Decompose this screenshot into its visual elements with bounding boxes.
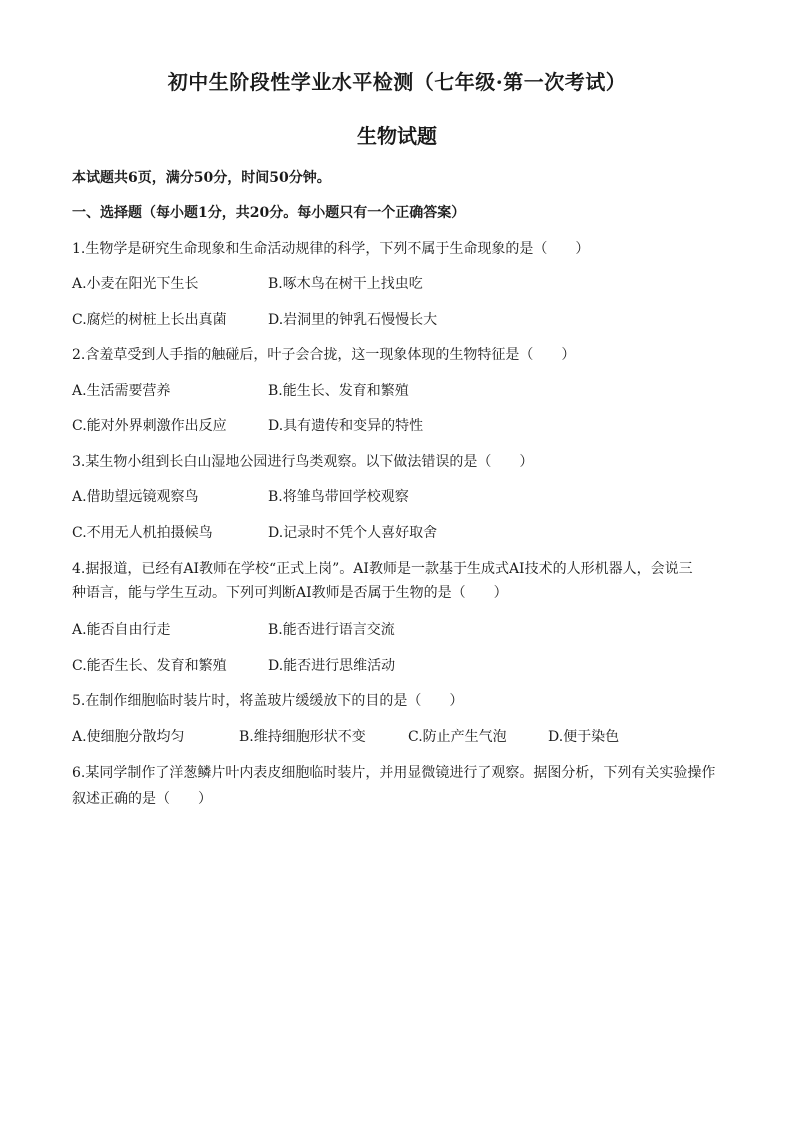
exam-title: 初中生阶段性学业水平检测（七年级·第一次考试） (167, 70, 627, 94)
question-2-option-d: D.具有遗传和变异的特性 (268, 418, 424, 434)
question-6-stem-line-1: 6.某同学制作了洋葱鳞片叶内表皮细胞临时装片，并用显微镜进行了观察。据图分析，下列有关实验操作 (72, 765, 716, 781)
question-5-option-c: C.防止产生气泡 (408, 729, 507, 745)
question-1-option-b: B.啄木鸟在树干上找虫吃 (268, 276, 423, 292)
question-5-option-a: A.使细胞分散均匀 (72, 729, 185, 745)
exam-intro: 本试题共6页，满分50分，时间50分钟。 (72, 170, 331, 186)
question-1-option-a: A.小麦在阳光下生长 (72, 276, 199, 292)
question-3-option-b: B.将雏鸟带回学校观察 (268, 489, 409, 505)
question-4-option-d: D.能否进行思维活动 (268, 658, 396, 674)
question-2-option-a: A.生活需要营养 (72, 383, 171, 399)
question-2-option-c: C.能对外界刺激作出反应 (72, 418, 227, 434)
question-3-option-c: C.不用无人机拍摄候鸟 (72, 525, 213, 541)
question-3-stem: 3.某生物小组到长白山湿地公园进行鸟类观察。以下做法错误的是（ ） (72, 454, 534, 470)
question-4-stem-line-1: 4.据报道，已经有AI教师在学校“正式上岗”。AI教师是一款基于生成式AI技术的人形机器人，会说三 (72, 561, 693, 577)
question-1-stem: 1.生物学是研究生命现象和生命活动规律的科学，下列不属于生命现象的是（ ） (72, 241, 590, 257)
question-6-stem-line-2: 叙述正确的是（ ） (72, 791, 212, 807)
question-4-option-c: C.能否生长、发育和繁殖 (72, 658, 227, 674)
section-heading: 一、选择题（每小题1分，共20分。每小题只有一个正确答案） (72, 205, 466, 221)
question-1-option-d: D.岩洞里的钟乳石慢慢长大 (268, 312, 438, 328)
question-2-stem: 2.含羞草受到人手指的触碰后，叶子会合拢，这一现象体现的生物特征是（ ） (72, 347, 576, 363)
question-5-option-d: D.便于染色 (548, 729, 620, 745)
question-5-option-b: B.维持细胞形状不变 (239, 729, 366, 745)
question-2-option-b: B.能生长、发育和繁殖 (268, 383, 409, 399)
question-4-stem-line-2: 种语言，能与学生互动。下列可判断AI教师是否属于生物的是（ ） (72, 585, 508, 601)
question-4-option-a: A.能否自由行走 (72, 622, 171, 638)
question-1-option-c: C.腐烂的树桩上长出真菌 (72, 312, 227, 328)
question-4-option-b: B.能否进行语言交流 (268, 622, 395, 638)
question-3-option-a: A.借助望远镜观察鸟 (72, 489, 199, 505)
question-3-option-d: D.记录时不凭个人喜好取舍 (268, 525, 438, 541)
exam-subtitle: 生物试题 (357, 124, 437, 148)
question-5-stem: 5.在制作细胞临时装片时，将盖玻片缓缓放下的目的是（ ） (72, 693, 464, 709)
